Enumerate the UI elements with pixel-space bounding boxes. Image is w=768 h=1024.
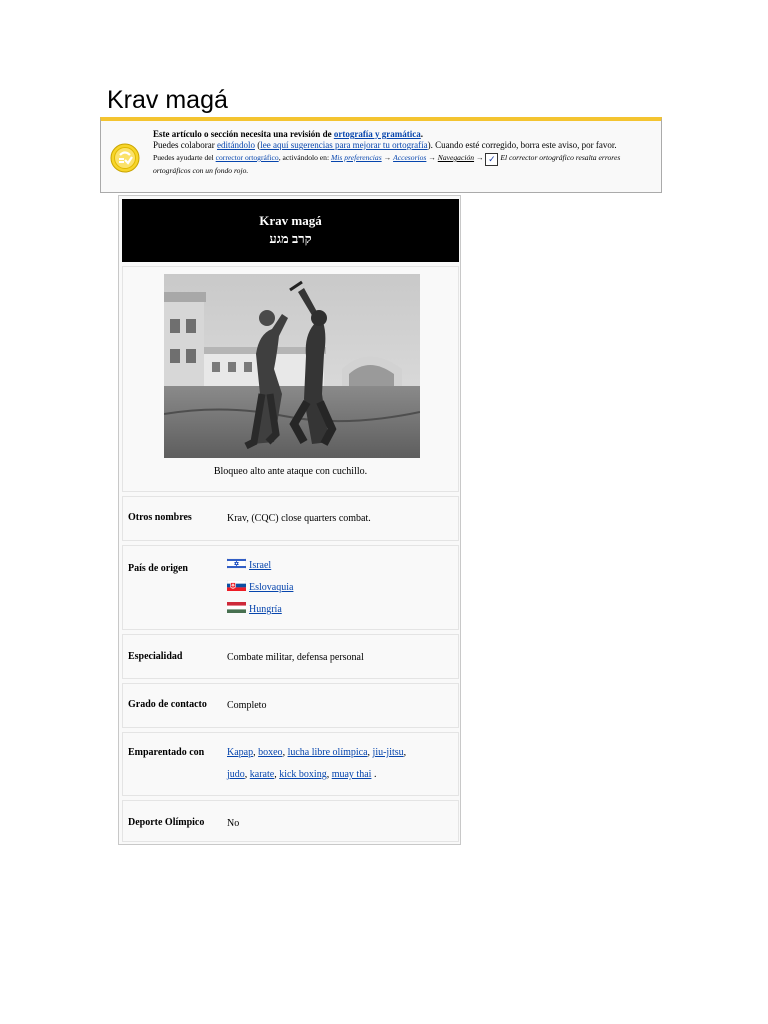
page-title: Krav magá	[107, 86, 228, 114]
row-value: No	[227, 818, 240, 829]
slovakia-flag-icon	[227, 580, 246, 591]
orthography-grammar-link[interactable]: ortografía y gramática	[333, 129, 421, 139]
hungary-link[interactable]: Hungría	[249, 604, 282, 615]
country-item[interactable]	[227, 599, 427, 621]
notice-line2-c: ). Cuando esté corregido, borra este aviso, por favor.	[427, 140, 617, 150]
row-value: Completo	[227, 700, 267, 711]
row-value: Combate militar, defensa personal	[227, 652, 364, 663]
related-arts-list: Kapap, boxeo, lucha libre olímpica, jiu-jitsu, judo, karate, kick boxing, muay thai .	[227, 747, 407, 780]
related-link-judo[interactable]: judo	[227, 769, 245, 780]
notice-line3-c: El corrector ortográfico resalta errores ortográficos con un fondo rojo.	[153, 153, 621, 175]
navigation-label: Navegación	[437, 153, 475, 162]
edit-link[interactable]: editándolo	[216, 140, 255, 150]
notice-line3-a: Puedes ayudarte del	[153, 153, 216, 162]
row-otros-nombres	[122, 496, 459, 541]
related-link-kapap[interactable]: Kapap	[227, 747, 254, 758]
row-olimpico	[122, 800, 459, 842]
infobox-title-native: קרב מגע	[269, 231, 312, 246]
row-label: Grado de contacto	[128, 699, 207, 710]
row-especialidad	[122, 634, 459, 679]
row-label: Otros nombres	[128, 512, 192, 523]
arrow-icon: →	[426, 153, 438, 162]
notice-text	[153, 129, 658, 176]
spelling-notice-box	[100, 117, 662, 193]
notice-line2-a: Puedes colaborar	[153, 140, 217, 150]
row-label: Emparentado con	[128, 747, 205, 758]
related-link-muaythai[interactable]: muay thai	[331, 769, 372, 780]
hungary-flag-icon	[227, 602, 246, 613]
image-caption: Bloqueo alto ante ataque con cuchillo.	[213, 466, 368, 477]
spelling-tips-link[interactable]: lee aquí sugerencias para mejorar tu ortografía	[260, 140, 428, 150]
related-end: .	[371, 769, 377, 780]
related-link-karate[interactable]: karate	[249, 769, 275, 780]
row-label: Especialidad	[128, 651, 183, 662]
notice-line1-end: .	[420, 129, 424, 139]
infobox	[118, 195, 461, 845]
arrow-icon: →	[381, 153, 394, 162]
row-value: Krav, (CQC) close quarters combat.	[227, 513, 371, 524]
related-link-lucha[interactable]: lucha libre olímpica	[287, 747, 368, 758]
row-emparentado	[122, 732, 459, 796]
row-grado-contacto	[122, 683, 459, 728]
krav-maga-photo	[164, 274, 420, 458]
infobox-header	[122, 199, 459, 262]
israel-flag-icon	[227, 558, 246, 569]
infobox-title: Krav magá	[259, 213, 322, 228]
israel-link[interactable]: Israel	[249, 560, 272, 571]
notice-line3-b: , activándolo en:	[278, 153, 331, 162]
infobox-image-cell	[122, 266, 459, 492]
arrow-icon: →	[474, 153, 486, 162]
slovakia-link[interactable]: Eslovaquia	[249, 582, 294, 593]
notice-line2-b: (	[254, 140, 261, 150]
country-list	[227, 555, 427, 621]
related-link-boxeo[interactable]: boxeo	[258, 747, 283, 758]
row-label: Deporte Olímpico	[128, 817, 205, 828]
accessories-link[interactable]: Accesorios	[393, 153, 427, 162]
row-label: País de origen	[128, 563, 188, 574]
spellchecker-link[interactable]: corrector ortográfico	[215, 153, 279, 162]
row-pais-origen	[122, 545, 459, 630]
related-link-jiujitsu[interactable]: jiu-jitsu	[372, 747, 404, 758]
checkbox-icon: ✓	[485, 153, 498, 166]
related-link-kickboxing[interactable]: kick boxing	[279, 769, 327, 780]
my-preferences-link[interactable]: Mis preferencias	[330, 153, 382, 162]
country-item[interactable]	[227, 555, 427, 577]
spellcheck-icon	[110, 143, 140, 173]
country-item[interactable]	[227, 577, 427, 599]
notice-line1: Este artículo o sección necesita una revisión de	[153, 129, 334, 139]
